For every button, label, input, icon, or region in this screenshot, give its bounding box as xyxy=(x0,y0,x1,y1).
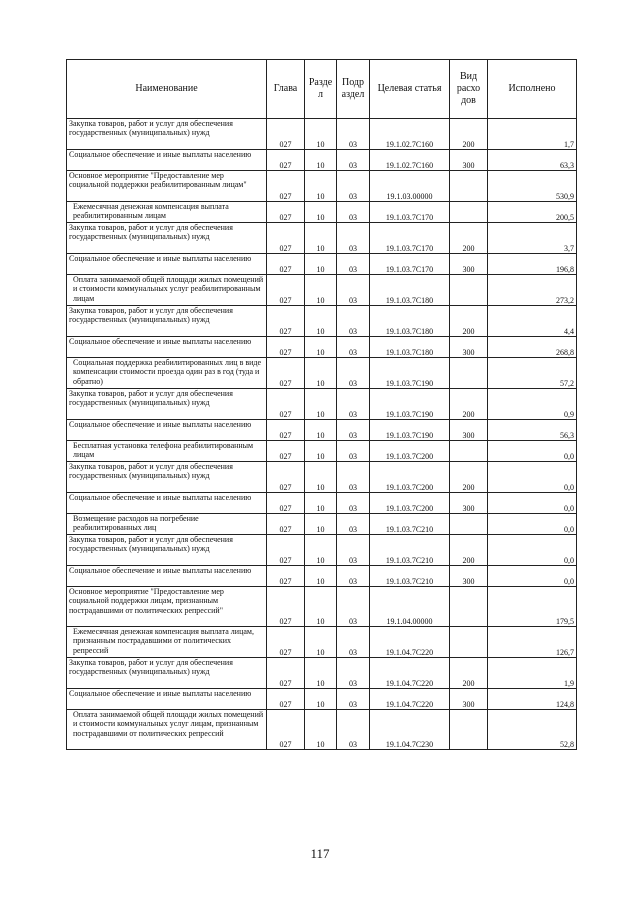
row-name: Социальное обеспечение и иные выплаты населению xyxy=(67,254,267,275)
row-target: 19.1.02.7С160 xyxy=(370,119,450,150)
row-glava: 027 xyxy=(267,566,305,587)
row-name: Социальное обеспечение и иные выплаты населению xyxy=(67,420,267,441)
row-glava: 027 xyxy=(267,689,305,710)
row-glava: 027 xyxy=(267,420,305,441)
row-glava: 027 xyxy=(267,150,305,171)
row-razdel: 10 xyxy=(305,689,337,710)
row-podrazdel: 03 xyxy=(337,462,370,493)
row-name: Ежемесячная денежная компенсация выплата реабилитированным лицам xyxy=(67,202,267,223)
table-row xyxy=(67,254,577,275)
row-target: 19.1.04.7С230 xyxy=(370,710,450,750)
row-name: Закупка товаров, работ и услуг для обеспечения государственных (муниципальных) нужд xyxy=(67,462,267,493)
row-name: Социальное обеспечение и иные выплаты населению xyxy=(67,150,267,171)
row-podrazdel: 03 xyxy=(337,514,370,535)
row-vid xyxy=(450,587,488,627)
row-target: 19.1.03.7С210 xyxy=(370,566,450,587)
row-target: 19.1.03.7С190 xyxy=(370,358,450,389)
row-glava: 027 xyxy=(267,119,305,150)
row-target: 19.1.03.7С210 xyxy=(370,535,450,566)
row-podrazdel: 03 xyxy=(337,658,370,689)
row-vid: 300 xyxy=(450,566,488,587)
table-row xyxy=(67,566,577,587)
row-vid: 200 xyxy=(450,119,488,150)
row-amount: 4,4 xyxy=(488,306,577,337)
row-vid xyxy=(450,358,488,389)
table-row xyxy=(67,150,577,171)
row-name: Бесплатная установка телефона реабилитированным лицам xyxy=(67,441,267,462)
row-glava: 027 xyxy=(267,389,305,420)
row-target: 19.1.04.7С220 xyxy=(370,627,450,658)
row-target: 19.1.03.7С170 xyxy=(370,254,450,275)
table-row xyxy=(67,587,577,627)
row-razdel: 10 xyxy=(305,420,337,441)
table-row xyxy=(67,358,577,389)
header-executed: Исполнено xyxy=(488,60,577,119)
row-razdel: 10 xyxy=(305,710,337,750)
table-row xyxy=(67,389,577,420)
row-podrazdel: 03 xyxy=(337,337,370,358)
row-target: 19.1.03.7С170 xyxy=(370,223,450,254)
row-podrazdel: 03 xyxy=(337,535,370,566)
row-razdel: 10 xyxy=(305,462,337,493)
row-name: Закупка товаров, работ и услуг для обеспечения государственных (муниципальных) нужд xyxy=(67,535,267,566)
header-podrazdel: Подр аздел xyxy=(337,60,370,119)
row-vid xyxy=(450,710,488,750)
row-razdel: 10 xyxy=(305,441,337,462)
row-podrazdel: 03 xyxy=(337,358,370,389)
row-razdel: 10 xyxy=(305,566,337,587)
row-vid xyxy=(450,514,488,535)
header-vid: Вид расхо дов xyxy=(450,60,488,119)
row-vid: 300 xyxy=(450,689,488,710)
row-vid: 300 xyxy=(450,150,488,171)
row-target: 19.1.03.7С170 xyxy=(370,202,450,223)
row-name: Социальное обеспечение и иные выплаты населению xyxy=(67,337,267,358)
page-number: 117 xyxy=(310,846,330,861)
row-vid: 300 xyxy=(450,337,488,358)
row-podrazdel: 03 xyxy=(337,202,370,223)
row-name: Закупка товаров, работ и услуг для обеспечения государственных (муниципальных) нужд xyxy=(67,223,267,254)
row-razdel: 10 xyxy=(305,202,337,223)
row-name: Социальное обеспечение и иные выплаты населению xyxy=(67,566,267,587)
row-vid: 200 xyxy=(450,223,488,254)
row-amount: 0,0 xyxy=(488,535,577,566)
header-name: Наименование xyxy=(67,60,267,119)
row-razdel: 10 xyxy=(305,337,337,358)
row-amount: 0,0 xyxy=(488,441,577,462)
table-body xyxy=(67,119,577,750)
row-target: 19.1.03.7С210 xyxy=(370,514,450,535)
row-name: Ежемесячная денежная компенсация выплата лицам, признанным пострадавшими от политических репрессий xyxy=(67,627,267,658)
row-target: 19.1.04.00000 xyxy=(370,587,450,627)
row-glava: 027 xyxy=(267,462,305,493)
row-podrazdel: 03 xyxy=(337,223,370,254)
row-razdel: 10 xyxy=(305,493,337,514)
row-amount: 57,2 xyxy=(488,358,577,389)
row-razdel: 10 xyxy=(305,275,337,306)
row-name: Социальная поддержка реабилитированных лиц в виде компенсации стоимости проезда один раз в год (туда и обратно) xyxy=(67,358,267,389)
row-razdel: 10 xyxy=(305,306,337,337)
row-razdel: 10 xyxy=(305,389,337,420)
row-podrazdel: 03 xyxy=(337,441,370,462)
row-podrazdel: 03 xyxy=(337,171,370,202)
row-podrazdel: 03 xyxy=(337,493,370,514)
row-vid xyxy=(450,627,488,658)
row-name: Закупка товаров, работ и услуг для обеспечения государственных (муниципальных) нужд xyxy=(67,389,267,420)
row-vid: 200 xyxy=(450,658,488,689)
row-target: 19.1.03.7С190 xyxy=(370,389,450,420)
row-name: Закупка товаров, работ и услуг для обеспечения государственных (муниципальных) нужд xyxy=(67,658,267,689)
row-podrazdel: 03 xyxy=(337,389,370,420)
table-row xyxy=(67,306,577,337)
row-vid: 200 xyxy=(450,535,488,566)
row-name: Закупка товаров, работ и услуг для обеспечения государственных (муниципальных) нужд xyxy=(67,119,267,150)
row-amount: 200,5 xyxy=(488,202,577,223)
row-name: Возмещение расходов на погребение реабилитированных лиц xyxy=(67,514,267,535)
row-glava: 027 xyxy=(267,202,305,223)
row-razdel: 10 xyxy=(305,254,337,275)
row-razdel: 10 xyxy=(305,514,337,535)
row-target: 19.1.02.7С160 xyxy=(370,150,450,171)
row-podrazdel: 03 xyxy=(337,275,370,306)
row-amount: 196,8 xyxy=(488,254,577,275)
row-target: 19.1.03.7С180 xyxy=(370,306,450,337)
row-amount: 1,7 xyxy=(488,119,577,150)
row-target: 19.1.03.7С180 xyxy=(370,337,450,358)
row-glava: 027 xyxy=(267,627,305,658)
table-row xyxy=(67,535,577,566)
row-vid: 200 xyxy=(450,462,488,493)
row-podrazdel: 03 xyxy=(337,306,370,337)
row-podrazdel: 03 xyxy=(337,587,370,627)
row-glava: 027 xyxy=(267,275,305,306)
row-glava: 027 xyxy=(267,535,305,566)
row-vid: 200 xyxy=(450,306,488,337)
row-amount: 273,2 xyxy=(488,275,577,306)
row-name: Основное мероприятие "Предоставление мер социальной поддержки реабилитированным лицам" xyxy=(67,171,267,202)
row-amount: 179,5 xyxy=(488,587,577,627)
row-razdel: 10 xyxy=(305,627,337,658)
row-glava: 027 xyxy=(267,358,305,389)
row-razdel: 10 xyxy=(305,223,337,254)
row-podrazdel: 03 xyxy=(337,119,370,150)
row-vid: 300 xyxy=(450,254,488,275)
row-glava: 027 xyxy=(267,587,305,627)
row-vid xyxy=(450,171,488,202)
row-target: 19.1.03.7С200 xyxy=(370,462,450,493)
row-razdel: 10 xyxy=(305,535,337,566)
table-row xyxy=(67,223,577,254)
row-amount: 268,8 xyxy=(488,337,577,358)
row-amount: 63,3 xyxy=(488,150,577,171)
row-glava: 027 xyxy=(267,171,305,202)
row-amount: 56,3 xyxy=(488,420,577,441)
row-amount: 0,0 xyxy=(488,462,577,493)
row-name: Социальное обеспечение и иные выплаты населению xyxy=(67,689,267,710)
row-amount: 124,8 xyxy=(488,689,577,710)
row-razdel: 10 xyxy=(305,150,337,171)
row-podrazdel: 03 xyxy=(337,627,370,658)
row-amount: 0,9 xyxy=(488,389,577,420)
table-row xyxy=(67,462,577,493)
row-target: 19.1.04.7С220 xyxy=(370,689,450,710)
row-razdel: 10 xyxy=(305,358,337,389)
row-amount: 0,0 xyxy=(488,493,577,514)
row-podrazdel: 03 xyxy=(337,710,370,750)
row-podrazdel: 03 xyxy=(337,150,370,171)
row-amount: 1,9 xyxy=(488,658,577,689)
row-vid xyxy=(450,202,488,223)
row-amount: 126,7 xyxy=(488,627,577,658)
row-target: 19.1.04.7С220 xyxy=(370,658,450,689)
table-row xyxy=(67,275,577,306)
row-target: 19.1.03.7С180 xyxy=(370,275,450,306)
row-amount: 52,8 xyxy=(488,710,577,750)
row-vid: 300 xyxy=(450,420,488,441)
row-razdel: 10 xyxy=(305,658,337,689)
table-row xyxy=(67,420,577,441)
row-target: 19.1.03.7С190 xyxy=(370,420,450,441)
budget-table xyxy=(66,59,577,750)
table-row xyxy=(67,202,577,223)
header-target: Целевая статья xyxy=(370,60,450,119)
row-podrazdel: 03 xyxy=(337,420,370,441)
row-name: Социальное обеспечение и иные выплаты населению xyxy=(67,493,267,514)
table-row xyxy=(67,337,577,358)
row-podrazdel: 03 xyxy=(337,689,370,710)
table-row xyxy=(67,710,577,750)
row-razdel: 10 xyxy=(305,587,337,627)
table-row xyxy=(67,441,577,462)
row-amount: 0,0 xyxy=(488,566,577,587)
row-amount: 3,7 xyxy=(488,223,577,254)
row-target: 19.1.03.7С200 xyxy=(370,493,450,514)
row-glava: 027 xyxy=(267,441,305,462)
table-row xyxy=(67,493,577,514)
row-target: 19.1.03.7С200 xyxy=(370,441,450,462)
table-row xyxy=(67,658,577,689)
table-row xyxy=(67,171,577,202)
table-row xyxy=(67,627,577,658)
row-name: Оплата занимаемой общей площади жилых помещений и стоимости коммунальных услуг реабилитированным лицам xyxy=(67,275,267,306)
row-name: Оплата занимаемой общей площади жилых помещений и стоимости коммунальных услуг лицам, признанным пострадавшими от политических репрессий xyxy=(67,710,267,750)
row-glava: 027 xyxy=(267,306,305,337)
table-row xyxy=(67,119,577,150)
row-vid xyxy=(450,441,488,462)
header-razdel: Разде л xyxy=(305,60,337,119)
row-razdel: 10 xyxy=(305,171,337,202)
row-glava: 027 xyxy=(267,710,305,750)
row-name: Закупка товаров, работ и услуг для обеспечения государственных (муниципальных) нужд xyxy=(67,306,267,337)
row-podrazdel: 03 xyxy=(337,566,370,587)
table-row xyxy=(67,689,577,710)
row-razdel: 10 xyxy=(305,119,337,150)
header-glava: Глава xyxy=(267,60,305,119)
row-name: Основное мероприятие "Предоставление мер социальной поддержки лицам, признанным пострадавшими от политических репрессий" xyxy=(67,587,267,627)
row-target: 19.1.03.00000 xyxy=(370,171,450,202)
row-vid: 200 xyxy=(450,389,488,420)
row-glava: 027 xyxy=(267,514,305,535)
row-amount: 530,9 xyxy=(488,171,577,202)
row-glava: 027 xyxy=(267,493,305,514)
row-glava: 027 xyxy=(267,223,305,254)
row-vid: 300 xyxy=(450,493,488,514)
table-row xyxy=(67,514,577,535)
row-glava: 027 xyxy=(267,254,305,275)
row-amount: 0,0 xyxy=(488,514,577,535)
row-podrazdel: 03 xyxy=(337,254,370,275)
table-header-row xyxy=(67,60,577,119)
row-glava: 027 xyxy=(267,658,305,689)
row-glava: 027 xyxy=(267,337,305,358)
row-vid xyxy=(450,275,488,306)
